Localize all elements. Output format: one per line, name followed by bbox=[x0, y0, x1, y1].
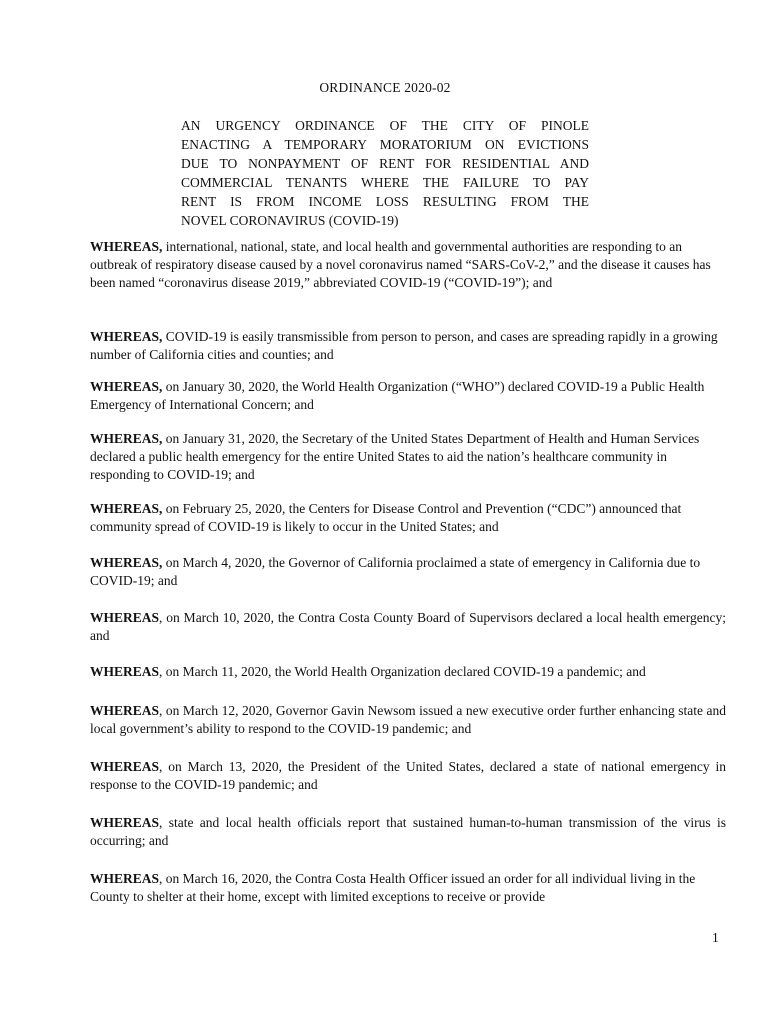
page-number: 1 bbox=[712, 930, 719, 945]
whereas-clause bbox=[90, 430, 726, 484]
whereas-clause bbox=[90, 814, 726, 850]
whereas-clause bbox=[90, 870, 726, 906]
whereas-keyword: WHEREAS, bbox=[90, 239, 163, 254]
subtitle-line: NOVEL CORONAVIRUS (COVID-19) bbox=[181, 213, 399, 228]
whereas-text: , on March 16, 2020, the Contra Costa Health Officer issued an order for all individual living in the County to shelter at their home, except with limited exceptions to receive or provide bbox=[90, 871, 696, 904]
whereas-clause bbox=[90, 378, 726, 414]
whereas-text: , state and local health officials report that sustained human-to-human transmission of the virus is occurring; and bbox=[90, 815, 726, 848]
subtitle-line: ENACTING A TEMPORARY MORATORIUM ON EVICTIONS bbox=[181, 137, 589, 152]
whereas-keyword: WHEREAS bbox=[90, 815, 160, 830]
whereas-text: , on March 10, 2020, the Contra Costa County Board of Supervisors declared a local health emergency; and bbox=[90, 610, 726, 643]
whereas-clause bbox=[90, 554, 726, 590]
whereas-keyword: WHEREAS bbox=[90, 610, 160, 625]
whereas-clause bbox=[90, 500, 726, 536]
whereas-text: on February 25, 2020, the Centers for Disease Control and Prevention (“CDC”) announced that community spread of COVID-19 is likely to occur in the United States; and bbox=[90, 501, 682, 534]
ordinance-subtitle bbox=[181, 116, 589, 230]
whereas-keyword: WHEREAS, bbox=[90, 501, 163, 516]
whereas-clause bbox=[90, 328, 726, 364]
subtitle-line: DUE TO NONPAYMENT OF RENT FOR RESIDENTIAL AND bbox=[181, 156, 589, 171]
whereas-keyword: WHEREAS bbox=[90, 664, 160, 679]
whereas-text: on March 4, 2020, the Governor of California proclaimed a state of emergency in California due to COVID-19; and bbox=[90, 555, 701, 588]
whereas-keyword: WHEREAS bbox=[90, 871, 160, 886]
subtitle-line: COMMERCIAL TENANTS WHERE THE FAILURE TO PAY bbox=[181, 175, 589, 190]
whereas-clause bbox=[90, 663, 726, 681]
whereas-text: on January 31, 2020, the Secretary of the United States Department of Health and Human Services declared a public health emergency for the entire United States to aid the nation’s healthcare community in responding to COVID-19; and bbox=[90, 431, 700, 482]
whereas-text: , on March 11, 2020, the World Health Organization declared COVID-19 a pandemic; and bbox=[159, 664, 646, 679]
whereas-keyword: WHEREAS bbox=[90, 759, 160, 774]
whereas-clause bbox=[90, 702, 726, 738]
whereas-text: on January 30, 2020, the World Health Organization (“WHO”) declared COVID-19 a Public Health Emergency of International Concern; and bbox=[90, 379, 705, 412]
whereas-clause bbox=[90, 758, 726, 794]
whereas-text: COVID-19 is easily transmissible from person to person, and cases are spreading rapidly in a growing number of California cities and counties; and bbox=[90, 329, 718, 362]
subtitle-line: AN URGENCY ORDINANCE OF THE CITY OF PINOLE bbox=[181, 118, 589, 133]
whereas-keyword: WHEREAS, bbox=[90, 431, 163, 446]
whereas-keyword: WHEREAS, bbox=[90, 379, 163, 394]
whereas-text: international, national, state, and local health and governmental authorities are responding to an outbreak of respiratory disease caused by a novel coronavirus named “SARS-CoV-2,” and the disease it causes has been named “coronavirus disease 2019,” abbreviated COVID-19 (“COVID-19”); and bbox=[90, 239, 711, 290]
whereas-text: , on March 12, 2020, Governor Gavin Newsom issued a new executive order further enhancing state and local government’s ability to respond to the COVID-19 pandemic; and bbox=[90, 703, 726, 736]
whereas-text: , on March 13, 2020, the President of the United States, declared a state of national emergency in response to the COVID-19 pandemic; and bbox=[90, 759, 726, 792]
whereas-keyword: WHEREAS bbox=[90, 703, 160, 718]
ordinance-title: ORDINANCE 2020-02 bbox=[319, 80, 451, 95]
whereas-clause bbox=[90, 238, 726, 292]
whereas-keyword: WHEREAS, bbox=[90, 555, 163, 570]
subtitle-line: RENT IS FROM INCOME LOSS RESULTING FROM THE bbox=[181, 194, 589, 209]
whereas-clause bbox=[90, 609, 726, 645]
whereas-keyword: WHEREAS, bbox=[90, 329, 163, 344]
